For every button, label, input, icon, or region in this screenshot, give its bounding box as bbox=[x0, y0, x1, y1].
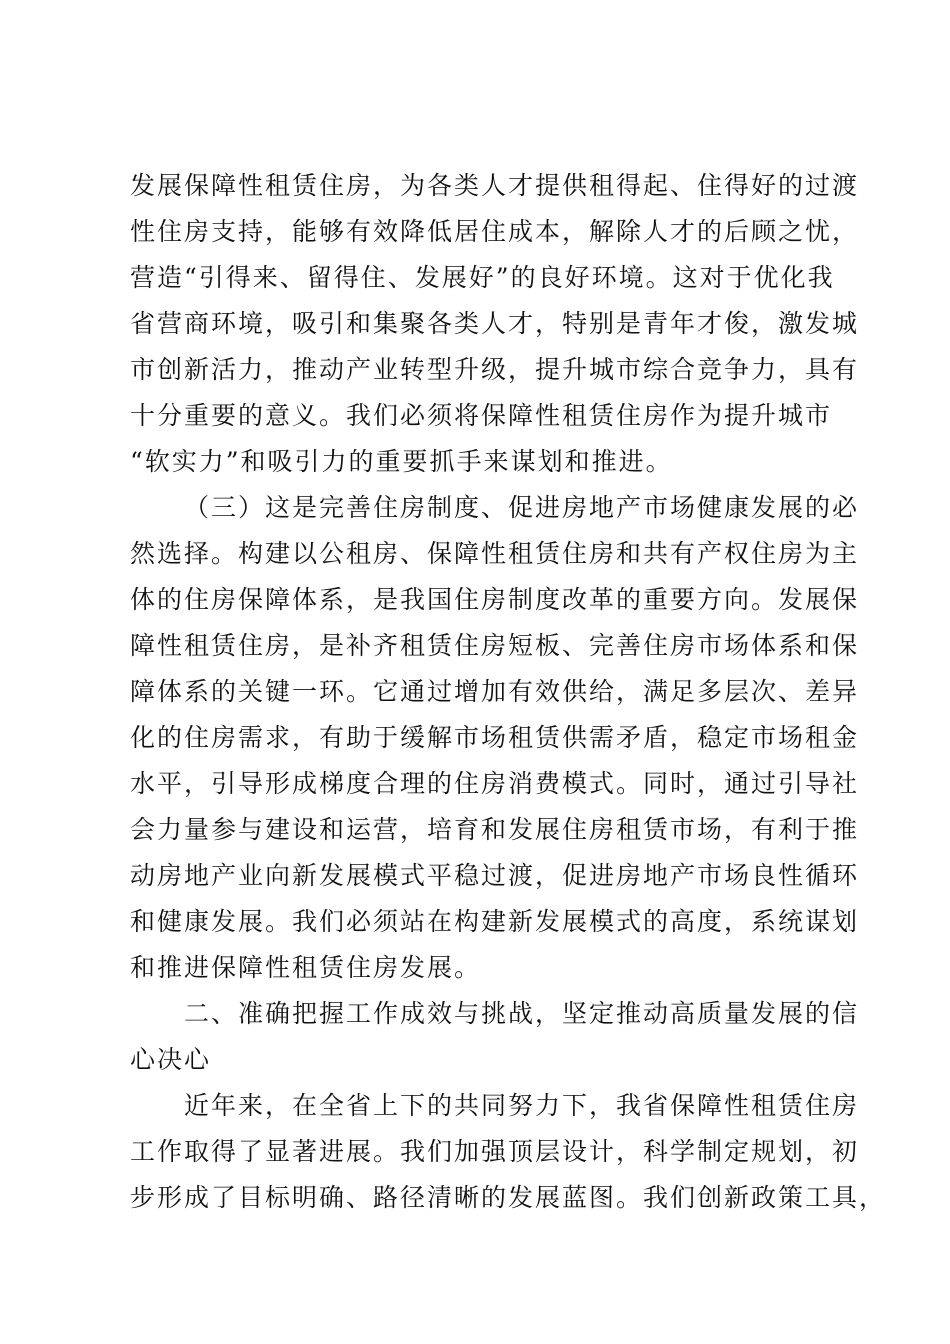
text-line-23: 步形成了目标明确、路径清晰的发展蓝图。我们创新政策工具， bbox=[130, 1183, 887, 1212]
text-line-15: 会力量参与建设和运营，培育和发展住房租赁市场，有利于推 bbox=[130, 815, 860, 844]
text-line-18: 和推进保障性租赁住房发展。 bbox=[130, 953, 482, 982]
text-line-5: 市创新活力，推动产业转型升级，提升城市综合竞争力，具有 bbox=[130, 355, 860, 384]
text-line-11: 障性租赁住房，是补齐租赁住房短板、完善住房市场体系和保 bbox=[130, 631, 860, 660]
text-line-13: 化的住房需求，有助于缓解市场租赁供需矛盾，稳定市场租金 bbox=[130, 723, 860, 752]
text-line-1: 发展保障性租赁住房，为各类人才提供租得起、住得好的过渡 bbox=[130, 171, 860, 200]
text-line-10: 体的住房保障体系，是我国住房制度改革的重要方向。发展保 bbox=[130, 585, 860, 614]
paragraph-heading-3: （三）这是完善住房制度、促进房地产市场健康发展的必 bbox=[184, 493, 860, 522]
text-line-17: 和健康发展。我们必须站在构建新发展模式的高度，系统谋划 bbox=[130, 907, 860, 936]
text-line-12: 障体系的关键一环。它通过增加有效供给，满足多层次、差异 bbox=[130, 677, 860, 706]
text-line-4: 省营商环境，吸引和集聚各类人才，特别是青年才俊，激发城 bbox=[130, 309, 860, 338]
document-body bbox=[130, 163, 887, 1221]
text-line-7: “软实力”和吸引力的重要抓手来谋划和推进。 bbox=[130, 447, 673, 476]
text-line-21: 近年来，在全省上下的共同努力下，我省保障性租赁住房 bbox=[184, 1091, 860, 1120]
text-line-6: 十分重要的意义。我们必须将保障性租赁住房作为提升城市 bbox=[130, 401, 833, 430]
text-line-22: 工作取得了显著进展。我们加强顶层设计，科学制定规划，初 bbox=[130, 1137, 860, 1166]
section-heading-2-cont: 心决心 bbox=[130, 1045, 212, 1074]
text-line-14: 水平，引导形成梯度合理的住房消费模式。同时，通过引导社 bbox=[130, 769, 860, 798]
text-line-2: 性住房支持，能够有效降低居住成本，解除人才的后顾之忧， bbox=[130, 217, 860, 246]
section-heading-2: 二、准确把握工作成效与挑战，坚定推动高质量发展的信 bbox=[184, 999, 860, 1028]
text-line-16: 动房地产业向新发展模式平稳过渡，促进房地产市场良性循环 bbox=[130, 861, 860, 890]
text-line-3: 营造“引得来、留得住、发展好”的良好环境。这对于优化我 bbox=[130, 263, 835, 292]
text-line-9: 然选择。构建以公租房、保障性租赁住房和共有产权住房为主 bbox=[130, 539, 860, 568]
